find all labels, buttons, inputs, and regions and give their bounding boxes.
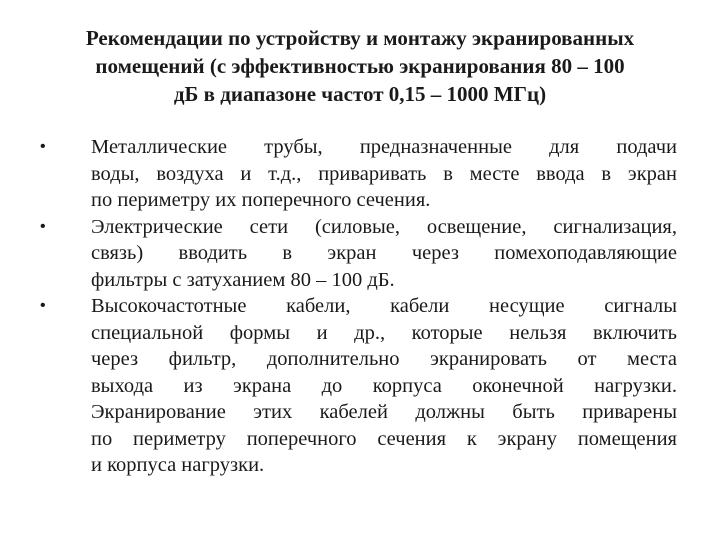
bullet-list bbox=[0, 134, 720, 479]
title-line: дБ в диапазоне частот 0,15 – 1000 МГц) bbox=[173, 82, 547, 106]
item-text-line: Экранирование этих кабелей должны быть приварены bbox=[91, 401, 677, 423]
title-line: Рекомендации по устройству и монтажу экранированных bbox=[85, 26, 635, 50]
list-item-hf-cables bbox=[0, 293, 677, 479]
item-text-line: Металлические трубы, предназначенные для подачи bbox=[91, 136, 677, 158]
item-text-line: и корпуса нагрузки. bbox=[91, 454, 265, 476]
title-line: помещений (с эффективностью экранирования 80 – 100 bbox=[95, 54, 625, 78]
item-text-line: специальной формы и др., которые нельзя включить bbox=[91, 321, 677, 344]
item-text-line: через фильтр, дополнительно экранировать от места bbox=[91, 348, 677, 370]
bullet-icon: • bbox=[40, 217, 46, 235]
item-text-line: выхода из экрана до корпуса оконечной нагрузки. bbox=[91, 374, 677, 397]
item-text-line: по периметру поперечного сечения к экрану помещения bbox=[91, 427, 677, 450]
item-text-line: связь) вводить в экран через помехоподавляющие bbox=[91, 242, 677, 264]
list-item-electrical-networks bbox=[0, 214, 677, 294]
list-item-metal-pipes bbox=[0, 134, 677, 214]
bullet-icon: • bbox=[40, 297, 46, 314]
slide-title bbox=[36, 24, 684, 108]
item-text-line: Электрические сети (силовые, освещение, сигнализация, bbox=[91, 215, 677, 238]
item-text-line: по периметру их поперечного сечения. bbox=[91, 189, 431, 211]
bullet-icon: • bbox=[40, 138, 46, 155]
item-text-line: воды, воздуха и т.д., приваривать в месте ввода в экран bbox=[91, 162, 677, 185]
item-text-line: Высокочастотные кабели, кабели несущие сигналы bbox=[91, 295, 677, 317]
item-text-line: фильтры с затуханием 80 – 100 дБ. bbox=[91, 268, 395, 291]
